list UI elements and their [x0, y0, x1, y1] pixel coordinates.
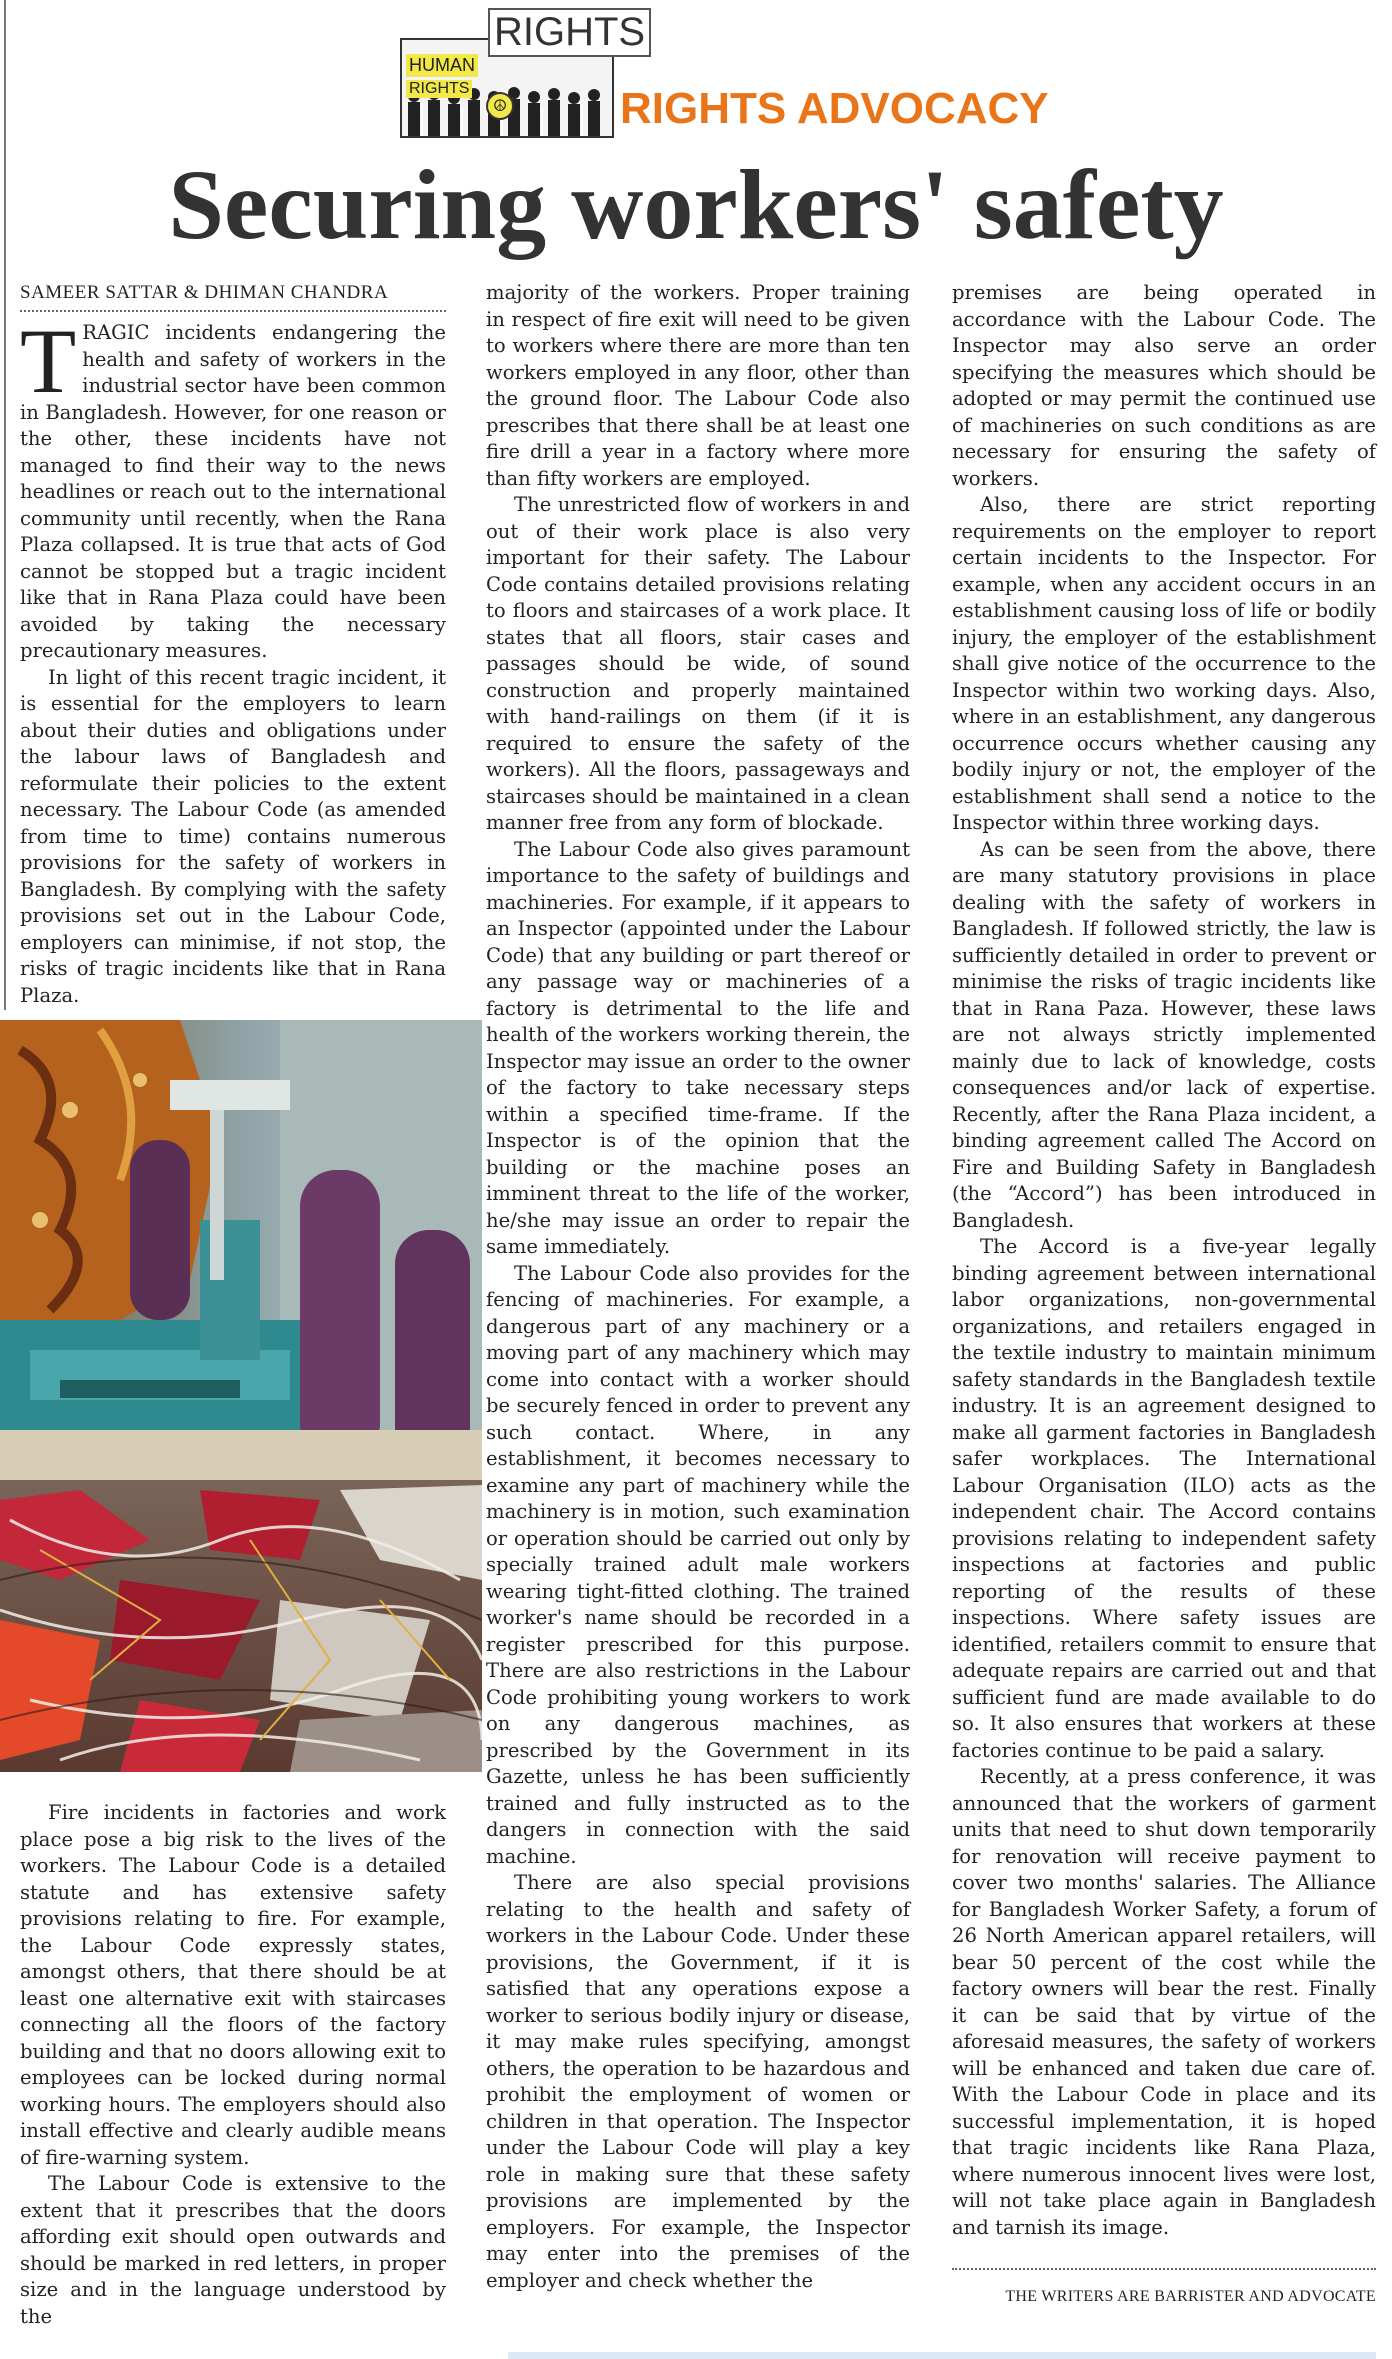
paragraph-3: Fire incidents in factories and work place pose a big risk to the lives of the workers. The Labour Code is a detailed statute and has extensive safety provisions relating to fire. For example, the Labour Code expressly states, amongst others, that there should be at least one alternative exit with staircases connecting all the floors of the factory building and that no doors allowing exit to employees can be locked during normal working hours. The employers should also install effective and clearly audible means of fire-warning system.: [20, 1801, 446, 2169]
paragraph-11: The Accord is a five-year legally binding agreement between international labor organizations, non-governmental organizations, and retailers engaged in the textile industry to maintain minimum safety standards in the Bangladesh textile industry. It is an agreement designed to make all garment factories in Bangladesh safer workplaces. The International Labour Organisation (ILO) acts as the independent chair. The Accord contains provisions relating to independent safety inspections at factories and public reporting of the results of these inspections. Where safety issues are identified, retailers commit to ensure that adequate repairs are carried out and that sufficient fund are made available to do so. It also ensures that workers at these factories continue to be paid a salary.: [952, 1235, 1376, 1762]
paragraph-8-end: premises are being operated in accordance with the Labour Code. The Inspector may also serve an order specifying the measures which should be adopted or may permit the continued use of machineries on such conditions as are necessary for ensuring the safety of workers.: [952, 281, 1376, 490]
byline-divider: [20, 310, 446, 312]
column-3: [952, 280, 1376, 2241]
logo-rights-sign: RIGHTS: [488, 8, 651, 57]
article-photo: [0, 1020, 482, 1772]
paragraph-7: The Labour Code also provides for the fencing of machineries. For example, a dangerous part of any machinery or a moving part of any machinery which may come into contact with a worker should be securely fenced in order to prevent any such contact. Where, in any establishment, it becomes necessary to examine any part of machinery while the machinery is in motion, such examination or operation should be carried out only by specially trained adult male workers wearing tight-fitted clothing. The trained worker's name should be recorded in a register prescribed for this purpose. There are also restrictions in the Labour Code prohibiting young workers to work on any dangerous machines, as prescribed by the Government in its Gazette, unless he has been sufficiently trained and fully instructed as to the dangers in connection with the said machine.: [486, 1261, 910, 1868]
logo-rights-small-text: RIGHTS: [406, 80, 472, 98]
logo-human-text: HUMAN: [406, 54, 478, 77]
section-logo: [398, 8, 1049, 136]
peace-sign-icon: ☮: [486, 92, 514, 120]
paragraph-9: Also, there are strict reporting requirements on the employer to report certain incidents to the Inspector. For example, when any accident occurs in an establishment causing loss of life or bodily injury, the employer of the establishment shall give notice of the occurrence to the Inspector within two working days. Also, where in an establishment, any dangerous occurrence occurs whether causing any bodily injury or not, the employer of the establishment shall send a notice to the Inspector within three working days.: [952, 493, 1377, 834]
paragraph-10: As can be seen from the above, there are many statutory provisions in place dealing with the safety of workers in Bangladesh. If followed strictly, the law is sufficiently detailed in order to prevent or minimise the risks of tragic incidents like that in Rana Paza. However, these laws are not always strictly implemented mainly due to lack of knowledge, costs consequences and/or lack of expertise. Recently, after the Rana Plaza incident, a binding agreement called The Accord on Fire and Building Safety in Bangladesh (the “Accord”) has been introduced in Bangladesh.: [952, 837, 1376, 1232]
paragraph-1: [20, 310, 446, 665]
writers-note: THE WRITERS ARE BARRISTER AND ADVOCATE: [1005, 2288, 1376, 2305]
section-name: RIGHTS ADVOCACY: [620, 84, 1049, 133]
paragraph-5: The unrestricted flow of workers in and out of their work place is also very important for their safety. The Labour Code contains detailed provisions relating to floors and staircases of a work place. It states that all floors, stair cases and passages should be wide, of sound construction and properly maintained with hand-railings on them (if it is required to ensure the safety of the workers). All the floors, passageways and staircases should be maintained in a clean manner free from any form of blockade.: [486, 493, 910, 834]
byline-authors: SAMEER SATTAR & DHIMAN CHANDRA: [20, 282, 389, 303]
paragraph-2: In light of this recent tragic incident, it is essential for the employers to learn about their duties and obligations under the labour laws of Bangladesh and reformulate their policies to the extent necessary. The Labour Code (as amended from time to time) contains numerous provisions for the safety of workers in Bangladesh. By complying with the safety provisions set out in the Labour Code, employers can minimise, if not stop, the risks of tragic incidents like that in Rana Plaza.: [20, 665, 446, 1007]
column-1-top: [20, 310, 446, 1009]
garment-factory-photo: [0, 1020, 482, 1772]
bottom-bar: [508, 2352, 1376, 2359]
paragraph-6: The Labour Code also gives paramount importance to the safety of buildings and machineries. For example, if it appears to an Inspector (appointed under the Labour Code) that any building or part thereof or any passage way or machineries of a factory is detrimental to the life and health of the workers working therein, the Inspector may issue an order to the owner of the factory to take necessary steps within a specified time-frame. If the Inspector is of the opinion that the building or the machine poses an imminent threat to the life of the worker, he/she may issue an order to repair the same immediately.: [486, 837, 910, 1258]
article-headline: Securing workers' safety: [168, 149, 1224, 260]
byline: [20, 282, 388, 304]
paragraph-4-end: majority of the workers. Proper training in respect of fire exit will need to be given to workers where there are more than ten workers employed in any floor, other than the ground floor. The Labour Code also prescribes that there shall be at least one fire drill a year in a factory where more than fifty workers are employed.: [486, 281, 910, 490]
column-2: [486, 280, 910, 2294]
column-1-bottom: [20, 1800, 446, 2330]
drop-cap: T: [20, 310, 77, 412]
paragraph-4-start: The Labour Code is extensive to the extent that it prescribes that the doors affording exit should open outwards and should be marked in red letters, in proper size and in the language understood by the: [20, 2172, 446, 2328]
paragraph-12: Recently, at a press conference, it was announced that the workers of garment units that need to shut down temporarily for renovation will receive payment to cover two months' salaries. The Alliance for Bangladesh Worker Safety, a forum of 26 North American apparel retailers, will bear 50 percent of the cost while the factory owners will bear the rest. Finally it can be said that by virtue of the aforesaid measures, the safety of workers will be enhanced and taken due care of. With the Labour Code in place and its successful implementation, it is hoped that tragic incidents like Rana Plaza, where numerous innocent lives were lost, will not take place again in Bangladesh and tarnish its image.: [952, 1765, 1376, 2239]
paragraph-1-text: RAGIC incidents endangering the health and safety of workers in the industrial sector have been common in Bangladesh. However, for one reason or the other, these incidents have not managed to find their way to the news headlines or reach out to the international community until recently, when the Rana Plaza collapsed. It is true that acts of God cannot be stopped but a tragic incident like that in Rana Plaza could have been avoided by taking the necessary precautionary measures.: [20, 321, 446, 662]
paragraph-8-start: There are also special provisions relating to the health and safety of workers in the Labour Code. Under these provisions, the Government, if it is satisfied that any operations expose a worker to serious bodily injury or disease, it may make rules specifying, amongst others, the operation to be hazardous and prohibit the employment of women or children in that operation. The Inspector under the Labour Code will play a key role in making sure that these safety provisions are implemented by the employers. For example, the Inspector may enter into the premises of the employer and check whether the: [486, 1871, 910, 2292]
end-divider: [952, 2268, 1376, 2270]
